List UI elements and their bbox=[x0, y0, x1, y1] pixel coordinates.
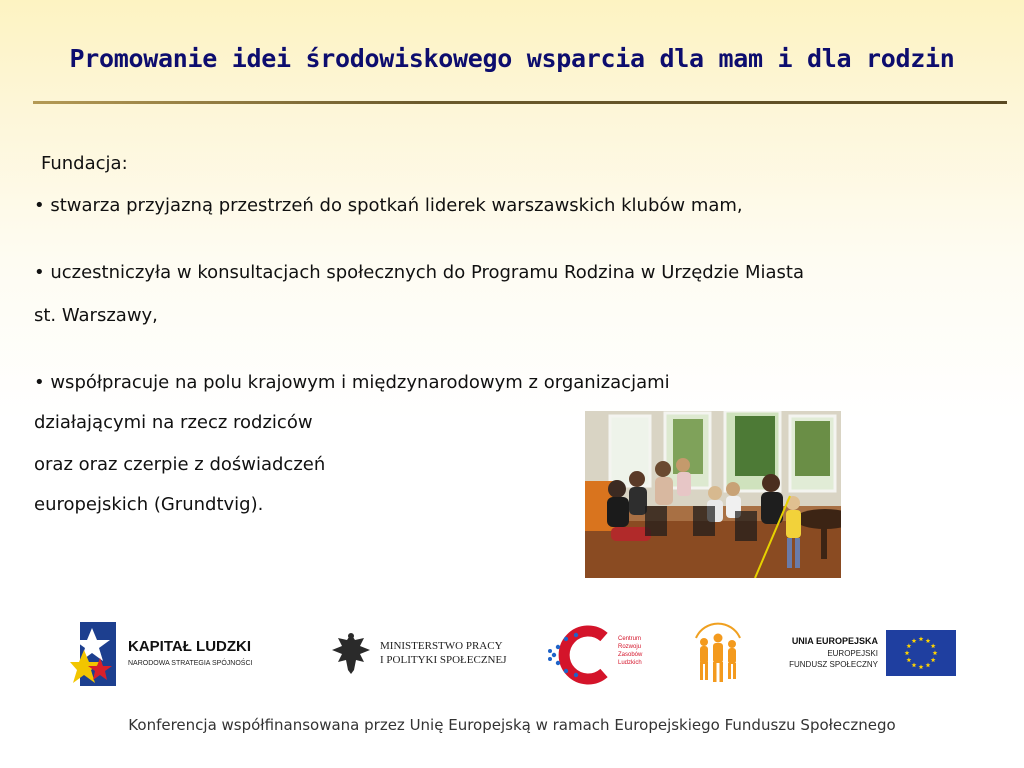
ministerstwo-line-1: MINISTERSTWO PRACY bbox=[380, 640, 503, 652]
bullet-2-line-1: • uczestniczyła w konsultacjach społecznych do Programu Rodzina w Urzędzie Miasta bbox=[34, 262, 805, 283]
kapital-ludzki-sub: NARODOWA STRATEGIA SPÓJNOŚCI bbox=[128, 660, 253, 667]
crzl-c-icon bbox=[546, 625, 616, 685]
bullet-3-line-4: europejskich (Grundtvig). bbox=[34, 494, 264, 515]
group-photo bbox=[585, 411, 841, 578]
crzl-line-4: Ludzkich bbox=[618, 660, 642, 666]
bullet-2-line-2: st. Warszawy, bbox=[34, 305, 158, 326]
slide-title: Promowanie idei środowiskowego wsparcia dla mam i dla rodzin bbox=[69, 44, 955, 73]
eu-flag-icon bbox=[886, 630, 956, 676]
eagle-emblem-icon bbox=[330, 630, 372, 676]
bullet-3-line-3: oraz oraz czerpie z doświadczeń bbox=[34, 454, 326, 475]
bullet-3-line-1: • współpracuje na polu krajowym i międzynarodowym z organizacjami bbox=[34, 372, 670, 393]
kapital-ludzki-name: KAPITAŁ LUDZKI bbox=[128, 638, 252, 655]
ministerstwo-line-2: I POLITYKI SPOŁECZNEJ bbox=[380, 654, 507, 666]
logo-crzl bbox=[546, 625, 656, 685]
ue-line-2: EUROPEJSKI bbox=[827, 649, 878, 658]
ue-line-1: UNIA EUROPEJSKA bbox=[791, 636, 878, 646]
kapital-ludzki-star-icon bbox=[70, 620, 120, 688]
family-figures-icon bbox=[690, 618, 746, 688]
intro-label: Fundacja: bbox=[41, 153, 128, 174]
ue-line-3: FUNDUSZ SPOŁECZNY bbox=[789, 660, 878, 669]
title-divider bbox=[33, 101, 1007, 104]
sponsor-logos bbox=[0, 610, 1024, 700]
logo-family bbox=[690, 618, 746, 688]
logo-ue bbox=[784, 630, 956, 680]
logo-ministerstwo bbox=[330, 630, 520, 680]
bullet-3-line-2: działającymi na rzecz rodziców bbox=[34, 412, 313, 433]
crzl-line-2: Rozwoju bbox=[618, 644, 642, 650]
footer-note: Konferencja współfinansowana przez Unię Europejską w ramach Europejskiego Funduszu Społecznego bbox=[128, 716, 896, 734]
logo-kapital-ludzki bbox=[70, 620, 290, 690]
bullet-1-line-1: • stwarza przyjazną przestrzeń do spotkań liderek warszawskich klubów mam, bbox=[34, 195, 743, 216]
crzl-line-3: Zasobów bbox=[618, 652, 643, 658]
crzl-text bbox=[618, 635, 642, 667]
crzl-line-1: Centrum bbox=[618, 636, 642, 642]
